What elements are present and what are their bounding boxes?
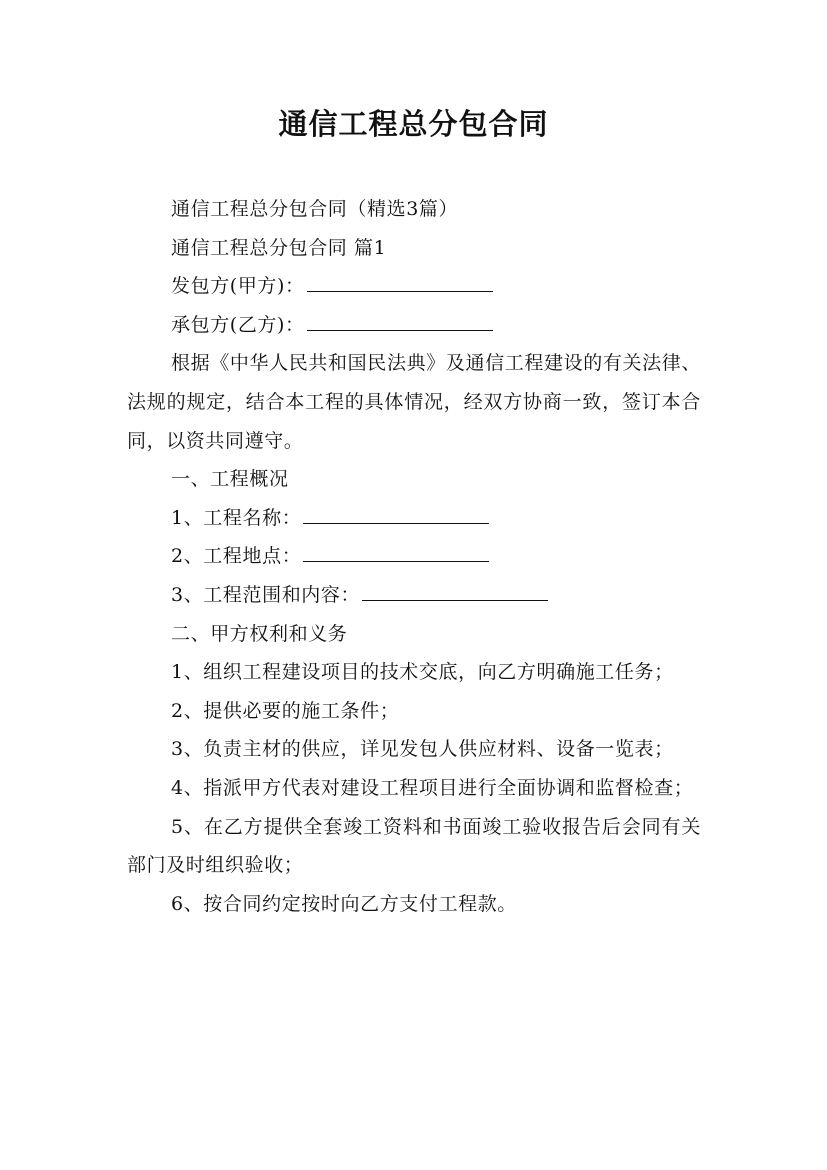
- project-location-line: [127, 537, 701, 576]
- project-name-blank: [303, 503, 489, 524]
- section-heading-party-a-text: 二、甲方权利和义务: [171, 622, 348, 645]
- document-title: 通信工程总分包合同: [278, 107, 549, 141]
- obligation-item-text: 6、按合同约定按时向乙方支付工程款。: [171, 892, 517, 915]
- party-b-blank: [307, 310, 493, 331]
- document-subtitle-text: 通信工程总分包合同（精选3篇）: [171, 198, 459, 220]
- document-body: [127, 190, 701, 923]
- obligation-item-text: 5、在乙方提供全套竣工资料和书面竣工验收报告后会同有关部门及时组织验收；: [127, 815, 701, 877]
- preamble-paragraph: [127, 344, 701, 460]
- project-name-line: [127, 499, 701, 538]
- project-scope-line: [127, 576, 701, 615]
- project-name-label: 1、工程名称：: [171, 506, 302, 529]
- party-b-line: [127, 306, 701, 345]
- project-scope-blank: [362, 580, 548, 601]
- obligation-item: [127, 769, 701, 808]
- preamble-text: 根据《中华人民共和国民法典》及通信工程建设的有关法律、法规的规定，结合本工程的具体情况，经双方协商一致，签订本合同，以资共同遵守。: [127, 352, 701, 452]
- document-subtitle: [127, 190, 701, 229]
- obligation-item: [127, 885, 701, 924]
- party-b-label: 承包方(乙方)：: [171, 313, 305, 336]
- section-heading-overview-text: 一、工程概况: [171, 468, 289, 491]
- part-heading-text: 通信工程总分包合同 篇1: [171, 236, 387, 259]
- party-a-blank: [307, 271, 493, 292]
- section-heading-overview: [127, 460, 701, 499]
- obligation-item: [127, 653, 701, 692]
- obligation-item: [127, 730, 701, 769]
- project-location-blank: [303, 541, 489, 562]
- obligation-item-text: 1、组织工程建设项目的技术交底，向乙方明确施工任务；: [171, 661, 674, 684]
- obligation-item-text: 4、指派甲方代表对建设工程项目进行全面协调和监督检查；: [171, 776, 694, 799]
- obligation-item: [127, 692, 701, 731]
- section-heading-party-a: [127, 615, 701, 654]
- obligation-item: [127, 808, 701, 885]
- part-heading: [127, 229, 701, 268]
- obligation-item-text: 3、负责主材的供应，详见发包人供应材料、设备一览表；: [171, 738, 674, 761]
- obligation-item-text: 2、提供必要的施工条件；: [171, 699, 400, 722]
- project-location-label: 2、工程地点：: [171, 545, 302, 568]
- party-a-line: [127, 267, 701, 306]
- project-scope-label: 3、工程范围和内容：: [171, 583, 361, 606]
- party-a-label: 发包方(甲方)：: [171, 275, 305, 298]
